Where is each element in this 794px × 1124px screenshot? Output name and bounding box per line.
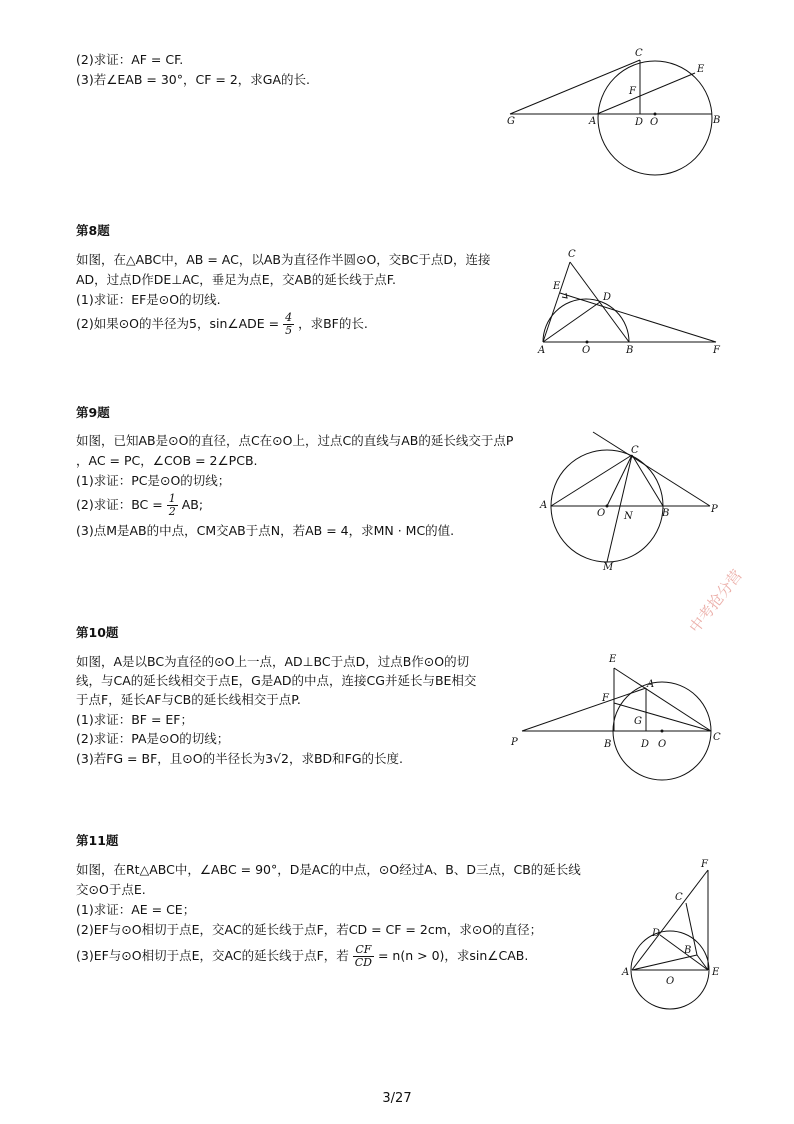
q9-label-M: M (603, 562, 614, 573)
q8-heading: 第8题 (76, 223, 110, 238)
q10-label-G: G (634, 716, 642, 727)
q11-fraction-den: CD (354, 956, 372, 969)
q9-label-O: O (597, 508, 606, 519)
q10-label-E: E (609, 654, 617, 665)
q7-label-E: E (697, 64, 705, 75)
q7-label-D: D (635, 117, 644, 128)
q10-heading: 第10题 (76, 625, 119, 640)
q10-label-O: O (658, 739, 667, 750)
q9-label-A: A (540, 500, 548, 511)
q10-line1: 如图，A是以BC为直径的⊙O上一点，AD⊥BC于点D，过点B作⊙O的切 (76, 654, 470, 669)
q10-label-B: B (604, 739, 612, 750)
q7-label-F: F (629, 86, 636, 97)
q8-label-F: F (713, 345, 720, 356)
q8-label-E: E (553, 281, 561, 292)
q9-fraction-den: 2 (168, 505, 176, 518)
q10-line3: 于点F，延长AF与CB的延长线相交于点P. (76, 692, 301, 707)
q8-part2-text-a: (2)如果⊙O的半径为5，sin∠ADE = (76, 316, 280, 331)
q8-label-A: A (538, 345, 546, 356)
q8-label-O: O (582, 345, 591, 356)
q7-label-G: G (507, 116, 515, 127)
q9-label-N: N (624, 511, 633, 522)
q9-heading: 第9题 (76, 405, 110, 420)
q7-label-C: C (635, 48, 643, 59)
q9-label-C: C (631, 445, 639, 456)
q9-part2-text-b: AB; (181, 497, 204, 512)
q11-part3-text-a: (3)EF与⊙O相切于点E，交AC的延长线于点F，若 (76, 948, 349, 963)
q10-label-D: D (641, 739, 650, 750)
q10-line2: 线，与CA的延长线相交于点E，G是AD的中点，连接CG并延长与BE相交 (76, 673, 477, 688)
q9-line1: 如图，已知AB是⊙O的直径，点C在⊙O上，过点C的直线与AB的延长线交于点P (76, 433, 514, 448)
q11-heading: 第11题 (76, 833, 119, 848)
q10-part3: (3)若FG = BF，且⊙O的半径长为3√2，求BD和FG的长度. (76, 751, 404, 766)
q11-label-E: E (712, 967, 720, 978)
q9-part2-text-a: (2)求证：BC = (76, 497, 163, 512)
q10-label-F: F (602, 693, 609, 704)
q11-label-D: D (652, 928, 661, 939)
q7-part3: (3)若∠EAB = 30°，CF = 2，求GA的长. (76, 72, 311, 87)
q9-line2: ，AC = PC，∠COB = 2∠PCB. (76, 453, 258, 468)
q11-label-B: B (684, 945, 692, 956)
q10-label-C: C (713, 732, 721, 743)
page-number: 3/27 (382, 1091, 412, 1106)
q11-line2: 交⊙O于点E. (76, 882, 146, 897)
q10-label-P: P (511, 737, 518, 748)
q11-part3-text-b: = n(n > 0)，求sin∠CAB. (377, 948, 529, 963)
q7-part2: (2)求证：AF = CF. (76, 52, 184, 67)
q7-label-A: A (589, 116, 597, 127)
q9-label-B: B (662, 508, 670, 519)
q11-label-F: F (701, 859, 708, 870)
q11-label-C: C (675, 892, 683, 903)
q10-part2: (2)求证：PA是⊙O的切线； (76, 731, 230, 746)
q9-label-P: P (711, 504, 718, 515)
q7-label-B: B (713, 115, 721, 126)
q10-part1: (1)求证：BF = EF； (76, 712, 193, 727)
q8-part1: (1)求证：EF是⊙O的切线. (76, 292, 221, 307)
q8-fraction-den: 5 (285, 324, 293, 337)
watermark: 中考抢分营 (685, 566, 746, 637)
q11-fraction-num: CF (353, 944, 374, 957)
q9-fraction-num: 1 (168, 492, 176, 505)
q11-label-O: O (666, 976, 675, 987)
q8-label-B: B (626, 345, 634, 356)
q11-label-A: A (622, 967, 630, 978)
q11-line1: 如图，在Rt△ABC中，∠ABC = 90°，D是AC的中点，⊙O经过A、B、D三点，CB的延长线 (76, 862, 581, 877)
q8-line1: 如图，在△ABC中，AB = AC，以AB为直径作半圆⊙O，交BC于点D，连接 (76, 252, 491, 267)
q8-part2-text-b: ，求BF的长. (298, 316, 368, 331)
q7-label-O: O (650, 117, 659, 128)
q8-label-D: D (603, 292, 612, 303)
q8-line2: AD，过点D作DE⊥AC，垂足为点E，交AB的延长线于点F. (76, 272, 396, 287)
q11-part2: (2)EF与⊙O相切于点E，交AC的延长线于点F，若CD = CF = 2cm，求⊙O的直径； (76, 922, 543, 937)
q10-label-A: A (647, 679, 655, 690)
q9-part1: (1)求证：PC是⊙O的切线； (76, 473, 231, 488)
q8-label-C: C (568, 249, 576, 260)
q11-part1: (1)求证：AE = CE； (76, 902, 196, 917)
q8-fraction-num: 4 (285, 311, 293, 324)
q9-part3: (3)点M是AB的中点，CM交AB于点N，若AB = 4，求MN · MC的值. (76, 523, 455, 538)
